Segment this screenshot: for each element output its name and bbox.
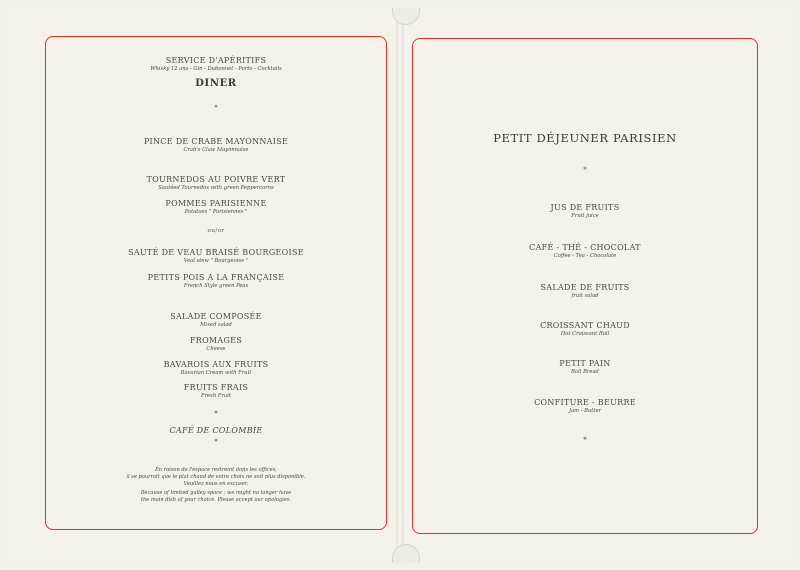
divider-star: * (214, 410, 218, 418)
menu-item-desc: Fruit juice (571, 213, 599, 219)
divider-star: * (583, 436, 587, 444)
divider-star: * (214, 104, 218, 112)
menu-item-desc: Veal stew " Bourgeoise " (183, 258, 249, 264)
menu-item-name: PETIT PAIN (559, 359, 611, 368)
divider-star: * (583, 166, 587, 174)
menu-item-name: BAVAROIS AUX FRUITS (163, 360, 269, 369)
menu-item-desc: Crab's Claw Mayonnaise (183, 147, 249, 153)
menu-item-name: CAFÉ - THÉ - CHOCOLAT (529, 243, 641, 252)
menu-item-name: CONFITURE - BEURRE (534, 398, 636, 407)
menu-item-desc: Potatoes " Parisiennes " (184, 209, 248, 215)
diner-title: DINER (195, 78, 237, 89)
notice-line: the main dish of your choice. Please accept our apologies. (140, 497, 292, 503)
menu-item-desc: Roll Bread (571, 369, 599, 375)
notice-line: il se pourrait que le plat chaud de votre choix ne soit plus disponible. (126, 474, 306, 480)
menu-item-name: SALADE DE FRUITS (540, 283, 630, 292)
menu-item-desc: Sautéed Tournedos with green Peppercorns (158, 185, 274, 191)
menu-item-name: CROISSANT CHAUD (540, 321, 630, 330)
menu-item-desc: Coffee - Tea - Chocolate (553, 253, 617, 259)
menu-item-desc: Hot Croissant Roll (560, 331, 610, 337)
menu-item-name: JUS DE FRUITS (550, 203, 620, 212)
coffee-item: CAFÉ DE COLOMBIE (169, 426, 263, 435)
aperitifs-list: Whisky 12 ans - Gin - Dubonnet - Porto - Cocktails (150, 66, 282, 72)
divider-star: * (214, 438, 218, 446)
menu-item-name: SAUTÉ DE VEAU BRAISÉ BOURGEOISE (128, 248, 304, 257)
menu-item-desc: Jam - Butter (568, 408, 601, 414)
aperitifs-title: SERVICE D'APÉRITIFS (165, 56, 267, 65)
menu-item-name: TOURNEDOS AU POIVRE VERT (146, 175, 286, 184)
notice-line: Veuillez nous en excuser. (183, 481, 249, 487)
menu-item-name: FROMAGES (189, 336, 243, 345)
menu-item-name: PINCE DE CRABE MAYONNAISE (143, 137, 289, 146)
menu-item-desc: Fresh Fruit (201, 393, 231, 399)
center-fold (396, 8, 404, 564)
notice-line: En raison de l'espace restreint dans les offices, (155, 467, 277, 473)
menu-item-name: SALADE COMPOSÉE (170, 312, 262, 321)
menu-item-desc: fruit salad (571, 293, 599, 299)
or-label: ou/or (207, 228, 225, 234)
breakfast-title: PETIT DÉJEUNER PARISIEN (493, 131, 677, 145)
menu-item-name: PETITS POIS A LA FRANÇAISE (147, 273, 285, 282)
menu-item-name: FRUITS FRAIS (183, 383, 249, 392)
menu-item-desc: French Style green Peas (183, 283, 249, 289)
notice-line: Because of limited galley space ; we might no longer have (140, 490, 292, 496)
menu-item-desc: Mixed salad (200, 322, 232, 328)
menu-item-desc: Bavarian Cream with Fruit (180, 370, 252, 376)
menu-item-name: POMMES PARISIENNE (165, 199, 267, 208)
menu-item-desc: Cheese (206, 346, 226, 352)
